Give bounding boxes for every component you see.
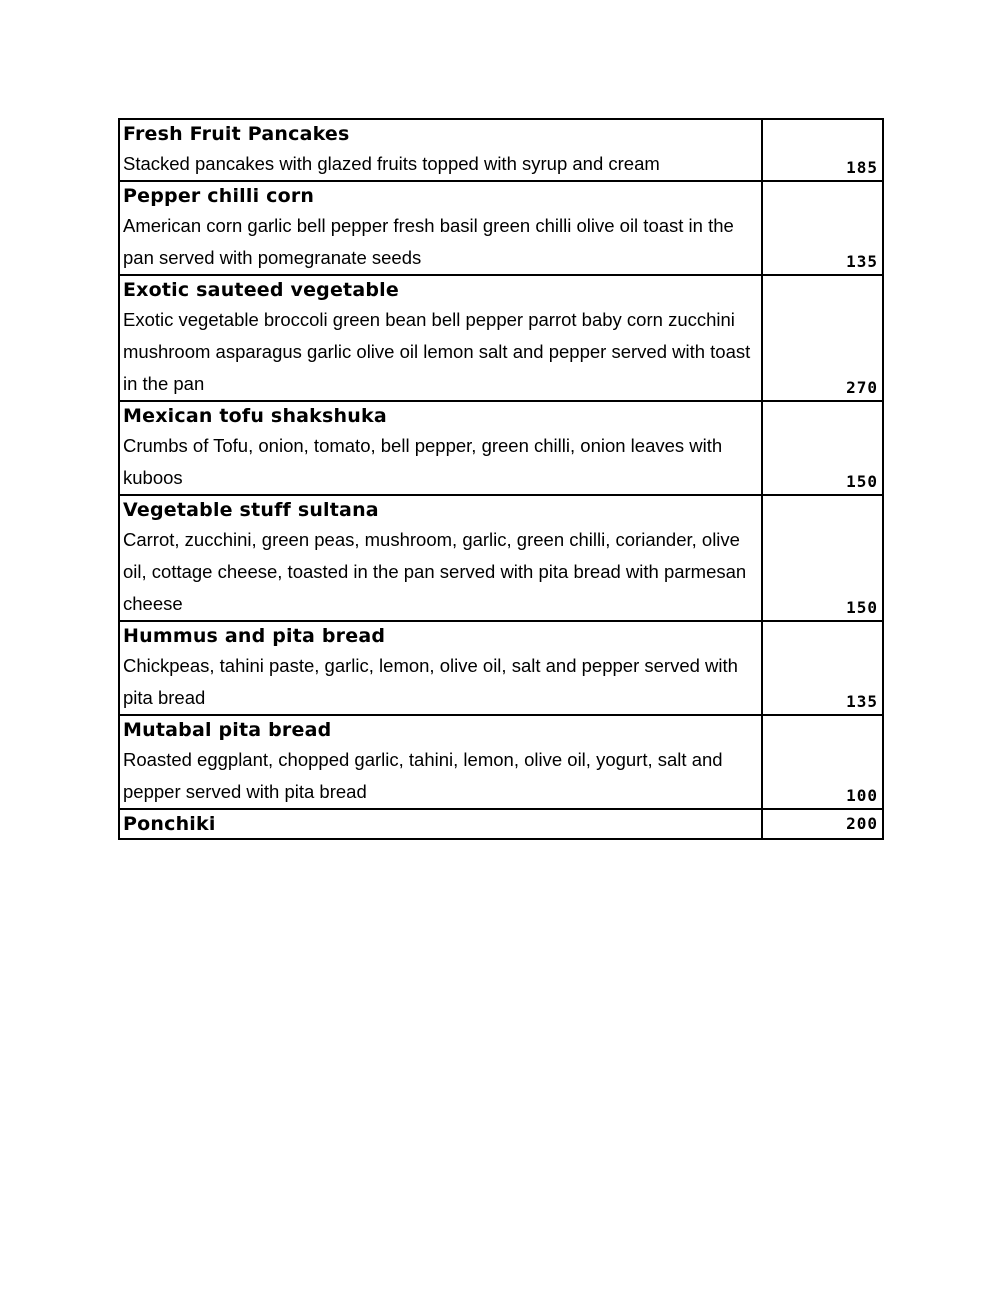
menu-row bbox=[119, 275, 883, 401]
item-cell bbox=[119, 809, 762, 839]
menu-table bbox=[118, 118, 884, 840]
price-cell bbox=[762, 621, 883, 715]
item-cell bbox=[119, 181, 762, 275]
item-price: 135 bbox=[846, 692, 878, 711]
item-name: Hummus and pita bread bbox=[123, 625, 386, 647]
item-description: Carrot, zucchini, green peas, mushroom, garlic, green chilli, coriander, olive oil, cottage cheese, toasted in the pan served with pita bread with parmesan cheese bbox=[123, 529, 747, 614]
item-description: Chickpeas, tahini paste, garlic, lemon, olive oil, salt and pepper served with pita bread bbox=[123, 655, 738, 708]
price-cell bbox=[762, 715, 883, 809]
item-cell bbox=[119, 275, 762, 401]
menu-row bbox=[119, 715, 883, 809]
item-name: Pepper chilli corn bbox=[123, 185, 315, 207]
item-name: Mutabal pita bread bbox=[123, 719, 332, 741]
item-price: 185 bbox=[846, 158, 878, 177]
item-cell bbox=[119, 401, 762, 495]
price-cell bbox=[762, 275, 883, 401]
menu-row bbox=[119, 401, 883, 495]
item-description: Roasted eggplant, chopped garlic, tahini, lemon, olive oil, yogurt, salt and pepper served with pita bread bbox=[123, 749, 723, 802]
item-description: Crumbs of Tofu, onion, tomato, bell pepper, green chilli, onion leaves with kuboos bbox=[123, 435, 723, 488]
item-price: 150 bbox=[846, 472, 878, 491]
price-cell bbox=[762, 809, 883, 839]
item-price: 100 bbox=[846, 786, 878, 805]
item-description: Stacked pancakes with glazed fruits topped with syrup and cream bbox=[123, 153, 660, 174]
price-cell bbox=[762, 495, 883, 621]
item-price: 270 bbox=[846, 378, 878, 397]
menu-row bbox=[119, 809, 883, 839]
price-cell bbox=[762, 181, 883, 275]
menu-row bbox=[119, 181, 883, 275]
item-cell bbox=[119, 621, 762, 715]
item-price: 135 bbox=[846, 252, 878, 271]
item-name: Vegetable stuff sultana bbox=[123, 499, 379, 521]
item-name: Ponchiki bbox=[123, 813, 216, 835]
item-name: Exotic sauteed vegetable bbox=[123, 279, 399, 301]
item-cell bbox=[119, 495, 762, 621]
item-name: Mexican tofu shakshuka bbox=[123, 405, 387, 427]
item-cell bbox=[119, 715, 762, 809]
price-cell bbox=[762, 401, 883, 495]
price-cell bbox=[762, 119, 883, 181]
item-price: 200 bbox=[846, 814, 878, 833]
menu-row bbox=[119, 119, 883, 181]
item-cell bbox=[119, 119, 762, 181]
item-description: American corn garlic bell pepper fresh basil green chilli olive oil toast in the pan served with pomegranate seeds bbox=[123, 215, 734, 268]
menu-row bbox=[119, 495, 883, 621]
item-description: Exotic vegetable broccoli green bean bell pepper parrot baby corn zucchini mushroom asparagus garlic olive oil lemon salt and pepper served with toast in the pan bbox=[123, 309, 751, 394]
item-price: 150 bbox=[846, 598, 878, 617]
menu-row bbox=[119, 621, 883, 715]
item-name: Fresh Fruit Pancakes bbox=[123, 123, 350, 145]
